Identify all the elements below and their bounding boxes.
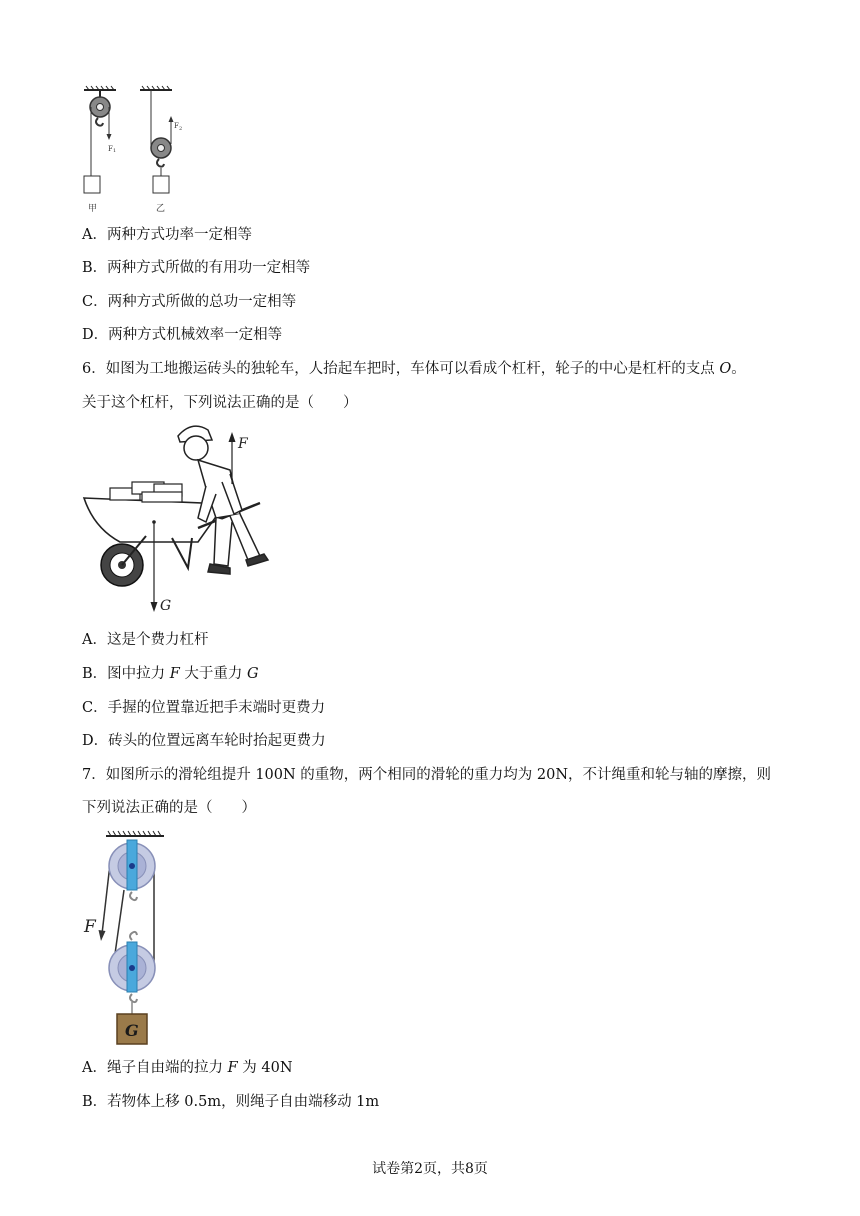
q5-option-c: C．两种方式所做的总功一定相等	[82, 294, 297, 310]
worker	[178, 426, 268, 574]
brick	[142, 492, 182, 502]
label-jia: 甲	[88, 204, 98, 214]
force-1-label: F	[108, 145, 113, 153]
svg-text:2: 2	[179, 126, 183, 132]
q7-stem-line1: 7．如图所示的滑轮组提升 100N 的重物，两个相同的滑轮的重力均为 20N，不计绳重和轮与轴的摩擦，则	[82, 767, 772, 783]
q7-option-b: B．若物体上移 0.5m，则绳子自由端移动 1m	[82, 1094, 380, 1110]
q6-option-c: C．手握的位置靠近把手末端时更费力	[82, 700, 326, 716]
label-yi: 乙	[156, 204, 166, 214]
q6-option-d: D．砖头的位置远离车轮时抬起更费力	[82, 733, 326, 749]
q6-option-b: B．图中拉力 F 大于重力 G	[82, 666, 259, 682]
force-f-label: F	[238, 436, 248, 452]
q6-stem-line2: 关于这个杠杆，下列说法正确的是（ ）	[82, 395, 358, 411]
q5-option-d: D．两种方式机械效率一定相等	[82, 327, 283, 343]
pulley-comparison-figure	[78, 84, 198, 216]
q7-option-a: A．绳子自由端的拉力 F 为 40N	[82, 1060, 293, 1076]
force-2-label: F	[174, 122, 179, 130]
weight-box-right	[153, 176, 169, 193]
svg-text:1: 1	[113, 148, 117, 154]
force-g-label: G	[160, 598, 172, 614]
wheelbarrow-figure	[80, 418, 270, 616]
q5-option-b: B．两种方式所做的有用功一定相等	[82, 260, 311, 276]
weight-box-left	[84, 176, 100, 193]
pulley-block-figure	[80, 826, 190, 1048]
q7-stem-line2: 下列说法正确的是（ ）	[82, 800, 256, 816]
q6-stem-line1: 6．如图为工地搬运砖头的独轮车，人抬起车把时，车体可以看成个杠杆，轮子的中心是杠杆的支点 O。	[82, 361, 746, 377]
weight-g-label: G	[125, 1021, 139, 1040]
force-f-label: F	[84, 917, 96, 937]
page-footer: 试卷第2页，共8页	[372, 1161, 488, 1177]
q5-option-a: A．两种方式功率一定相等	[82, 227, 252, 243]
q6-option-a: A．这是个费力杠杆	[82, 632, 209, 648]
